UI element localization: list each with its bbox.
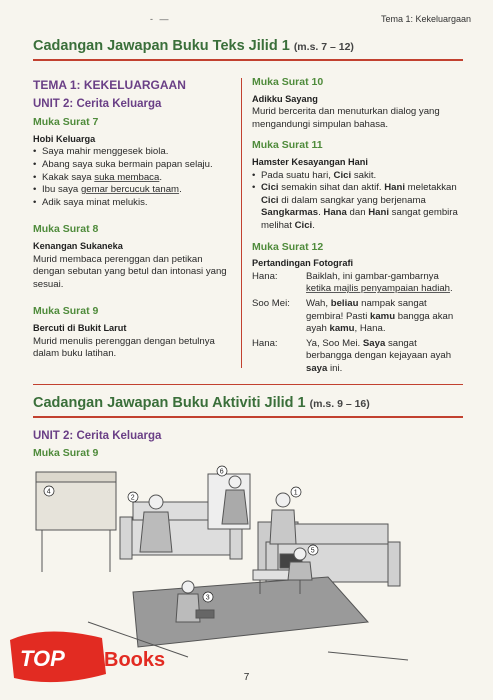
callout-4: 4 <box>46 488 51 496</box>
running-header: Tema 1: Kekeluargaan <box>380 14 471 24</box>
section-page-ref: (m.s. 9 – 16) <box>309 398 370 410</box>
left-column <box>33 79 233 361</box>
section-divider <box>33 59 463 61</box>
callout-6: 6 <box>219 468 224 476</box>
page-number: 7 <box>243 672 250 683</box>
section-title-text: Cadangan Jawapan Buku Teks Jilid 1 <box>33 38 290 54</box>
callout-1: 1 <box>293 489 298 497</box>
section-title-buku-teks <box>33 38 354 54</box>
dialog-line: Hana: Ya, Soo Mei. Saya sangat berbangga dengan kejayaan ayah saya ini. <box>252 337 452 374</box>
ms7-list <box>33 146 233 209</box>
ms9-label: Muka Surat 9 <box>33 305 99 318</box>
list-item: • Adik saya minat melukis. <box>33 197 233 210</box>
list-item: • Saya mahir menggesek biola. <box>33 146 233 159</box>
unit-heading: UNIT 2: Cerita Keluarga <box>33 97 162 110</box>
list-item: • Kakak saya suka membaca. <box>33 172 233 185</box>
svg-text:Books: Books <box>104 649 166 671</box>
ms10-subtitle: Adikku Sayang <box>252 93 318 104</box>
section-title-buku-aktiviti <box>33 395 370 411</box>
header-marks: - — <box>150 14 171 24</box>
ms11-list <box>252 170 464 233</box>
topbooks-logo <box>6 626 184 690</box>
dialog-line: Hana: Baiklah, ini gambar-gambarnya ketika majlis penyampaian hadiah. <box>252 270 453 295</box>
callout-2: 2 <box>130 494 135 502</box>
ms10-text: Murid bercerita dan menuturkan dialog yang mengandungi simpulan bahasa. <box>252 106 440 130</box>
ms9-subtitle: Bercuti di Bukit Larut <box>33 322 127 333</box>
tema-heading: TEMA 1: KEKELUARGAAN <box>33 78 186 92</box>
section-divider <box>33 416 463 418</box>
ms11-label: Muka Surat 11 <box>252 139 323 152</box>
ms11-subtitle: Hamster Kesayangan Hani <box>252 156 368 167</box>
right-column <box>252 76 464 375</box>
ms9-text: Murid menulis perenggan dengan betulnya dalam buku latihan. <box>33 335 215 360</box>
ms9-aktiviti-label: Muka Surat 9 <box>33 447 99 459</box>
section-page-ref: (m.s. 7 – 12) <box>293 41 354 53</box>
list-item: • Pada suatu hari, Cici sakit. <box>252 170 464 183</box>
column-divider <box>241 78 242 368</box>
list-item: • Abang saya suka bermain papan selaju. <box>33 159 233 172</box>
ms8-subtitle: Kenangan Sukaneka <box>33 240 123 251</box>
callout-5: 5 <box>310 547 315 555</box>
callout-3: 3 <box>205 594 210 602</box>
list-item: • Ibu saya gemar bercucuk tanam. <box>33 184 233 197</box>
ms7-label: Muka Surat 7 <box>33 116 99 129</box>
svg-text:TOP: TOP <box>20 646 65 671</box>
ms12-subtitle: Pertandingan Fotografi <box>252 258 354 269</box>
dialog-line: Soo Mei: Wah, beliau nampak sangat gembira! Pasti kamu bangga akan ayah kamu, Hana. <box>252 297 454 335</box>
ms7-subtitle: Hobi Keluarga <box>33 133 96 144</box>
section-title-text: Cadangan Jawapan Buku Aktiviti Jilid 1 <box>33 395 306 411</box>
ms10-label: Muka Surat 10 <box>252 76 324 88</box>
list-item: • Cici semakin sihat dan aktif. Hani meletakkan Cici di dalam sangkar yang berjenama Sangkarmas. Hana dan Hani sangat gembira melihat Cici. <box>252 182 464 232</box>
ms8-text: Murid membaca perenggan dan petikan dengan sebutan yang betul dan intonasi yang sesuai. <box>33 253 227 290</box>
ms12-label: Muka Surat 12 <box>252 240 324 253</box>
unit-heading-2: UNIT 2: Cerita Keluarga <box>33 430 162 442</box>
ms8-label: Muka Surat 8 <box>33 223 99 236</box>
section-divider <box>33 384 463 385</box>
